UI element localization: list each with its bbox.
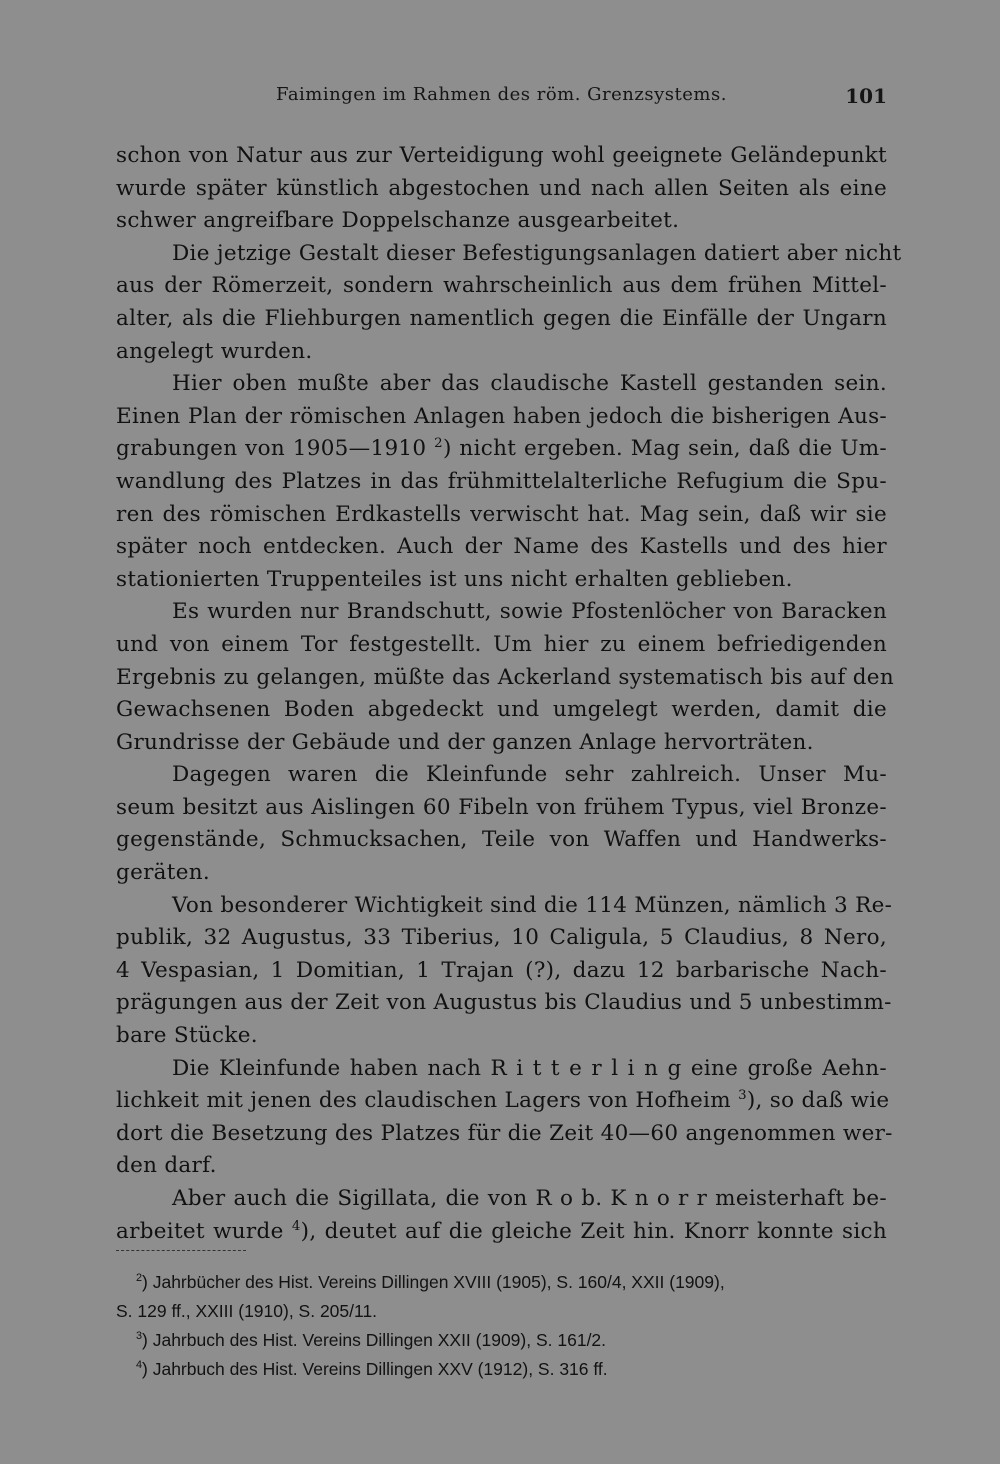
text-line — [116, 1216, 887, 1249]
text-line: aus der Römerzeit, sondern wahrscheinlich aus dem frühen Mittel- — [116, 273, 887, 299]
text-segment: grabungen von 1905—1910 — [116, 436, 427, 462]
text-segment: ), so daß wie — [746, 1088, 890, 1114]
text-line: bare Stücke. — [116, 1023, 258, 1049]
text-line: angelegt wurden. — [116, 338, 313, 364]
footnote-marker: 2 — [434, 436, 443, 452]
text-line: schon von Natur aus zur Verteidigung wohl geeignete Geländepunkt — [116, 143, 887, 168]
text-line: seum besitzt aus Aislingen 60 Fibeln von frühem Typus, viel Bronze- — [116, 794, 887, 820]
text-line: Hier oben mußte aber das claudische Kastell gestanden sein. — [172, 371, 887, 397]
footnote-text: ) Jahrbuch des Hist. Vereins Dillingen XXII (1909), S. 161/2. — [142, 1330, 607, 1350]
text-line: stationierten Truppenteiles ist uns nicht erhalten geblieben. — [116, 566, 793, 592]
footnote-marker: 3 — [738, 1088, 747, 1104]
text-line: gegenstände, Schmucksachen, Teile von Waffen und Handwerks- — [116, 827, 887, 853]
text-line: publik, 32 Augustus, 33 Tiberius, 10 Caligula, 5 Claudius, 8 Nero, — [116, 925, 887, 951]
text-line: prägungen aus der Zeit von Augustus bis Claudius und 5 unbestimm- — [116, 990, 892, 1016]
running-title: Faimingen im Rahmen des röm. Grenzsystems. — [276, 84, 727, 105]
footnote-divider — [116, 1250, 246, 1251]
text-line: wurde später künstlich abgestochen und nach allen Seiten als eine — [116, 175, 887, 201]
footnote-text: ) Jahrbuch des Hist. Vereins Dillingen XXV (1912), S. 316 ff. — [142, 1359, 608, 1379]
text-segment: lichkeit mit jenen des claudischen Lagers von Hofheim — [116, 1088, 731, 1114]
footnotes — [116, 1268, 887, 1384]
footnote-3 — [116, 1326, 887, 1355]
text-line: Die jetzige Gestalt dieser Befestigungsanlagen datiert aber nicht — [172, 240, 902, 266]
text-line: ren des römischen Erdkastells verwischt hat. Mag sein, daß wir sie — [116, 501, 887, 527]
text-line: den darf. — [116, 1153, 217, 1179]
footnote-text: ) Jahrbücher des Hist. Vereins Dillingen XVIII (1905), S. 160/4, XXII (1909), — [142, 1272, 725, 1292]
footnote-2 — [116, 1268, 887, 1297]
text-segment: ) nicht ergeben. Mag sein, daß die Um- — [442, 436, 887, 462]
text-line: Von besonderer Wichtigkeit sind die 114 Münzen, nämlich 3 Re- — [172, 892, 893, 918]
text-line: Grundrisse der Gebäude und der ganzen Anlage hervorträten. — [116, 729, 814, 755]
text-line — [116, 433, 887, 466]
footnote-number: 3 — [136, 1330, 143, 1343]
text-line: wandlung des Platzes in das frühmittelalterliche Refugium die Spu- — [116, 468, 887, 494]
text-line — [116, 1085, 890, 1118]
page-number: 101 — [845, 84, 887, 108]
footnote-marker: 4 — [291, 1218, 301, 1234]
text-segment: arbeitet wurde — [116, 1218, 284, 1244]
text-line: Einen Plan der römischen Anlagen haben jedoch die bisherigen Aus- — [116, 403, 887, 429]
text-line: Aber auch die Sigillata, die von R o b. K n o r r meisterhaft be- — [172, 1186, 887, 1211]
footnote-number: 4 — [136, 1359, 143, 1372]
text-line: dort die Besetzung des Platzes für die Zeit 40—60 angenommen wer- — [116, 1120, 893, 1146]
text-line: Es wurden nur Brandschutt, sowie Pfostenlöcher von Baracken — [172, 599, 887, 625]
text-line: geräten. — [116, 860, 211, 886]
footnote-number: 2 — [136, 1272, 143, 1285]
footnote-4 — [116, 1355, 887, 1384]
body-text — [116, 140, 902, 1248]
text-line: Gewachsenen Boden abgedeckt und umgelegt werden, damit die — [116, 697, 887, 723]
footnote-2-continued: S. 129 ff., XXIII (1910), S. 205/11. — [116, 1301, 378, 1321]
text-segment: ), deutet auf die gleiche Zeit hin. Knorr konnte sich — [300, 1218, 888, 1244]
text-line: Ergebnis zu gelangen, müßte das Ackerland systematisch bis auf den — [116, 664, 894, 690]
running-header — [116, 84, 887, 114]
text-line: später noch entdecken. Auch der Name des Kastells und des hier — [116, 534, 887, 560]
text-line: Die Kleinfunde haben nach R i t t e r l i n g eine große Aehn- — [172, 1055, 887, 1081]
text-line: und von einem Tor festgestellt. Um hier zu einem befriedigenden — [116, 631, 887, 657]
text-line: Dagegen waren die Kleinfunde sehr zahlreich. Unser Mu- — [172, 762, 887, 788]
text-line: alter, als die Fliehburgen namentlich gegen die Einfälle der Ungarn — [116, 305, 887, 331]
text-line: 4 Vespasian, 1 Domitian, 1 Trajan (?), dazu 12 barbarische Nach- — [116, 957, 887, 983]
text-line: schwer angreifbare Doppelschanze ausgearbeitet. — [116, 208, 680, 234]
